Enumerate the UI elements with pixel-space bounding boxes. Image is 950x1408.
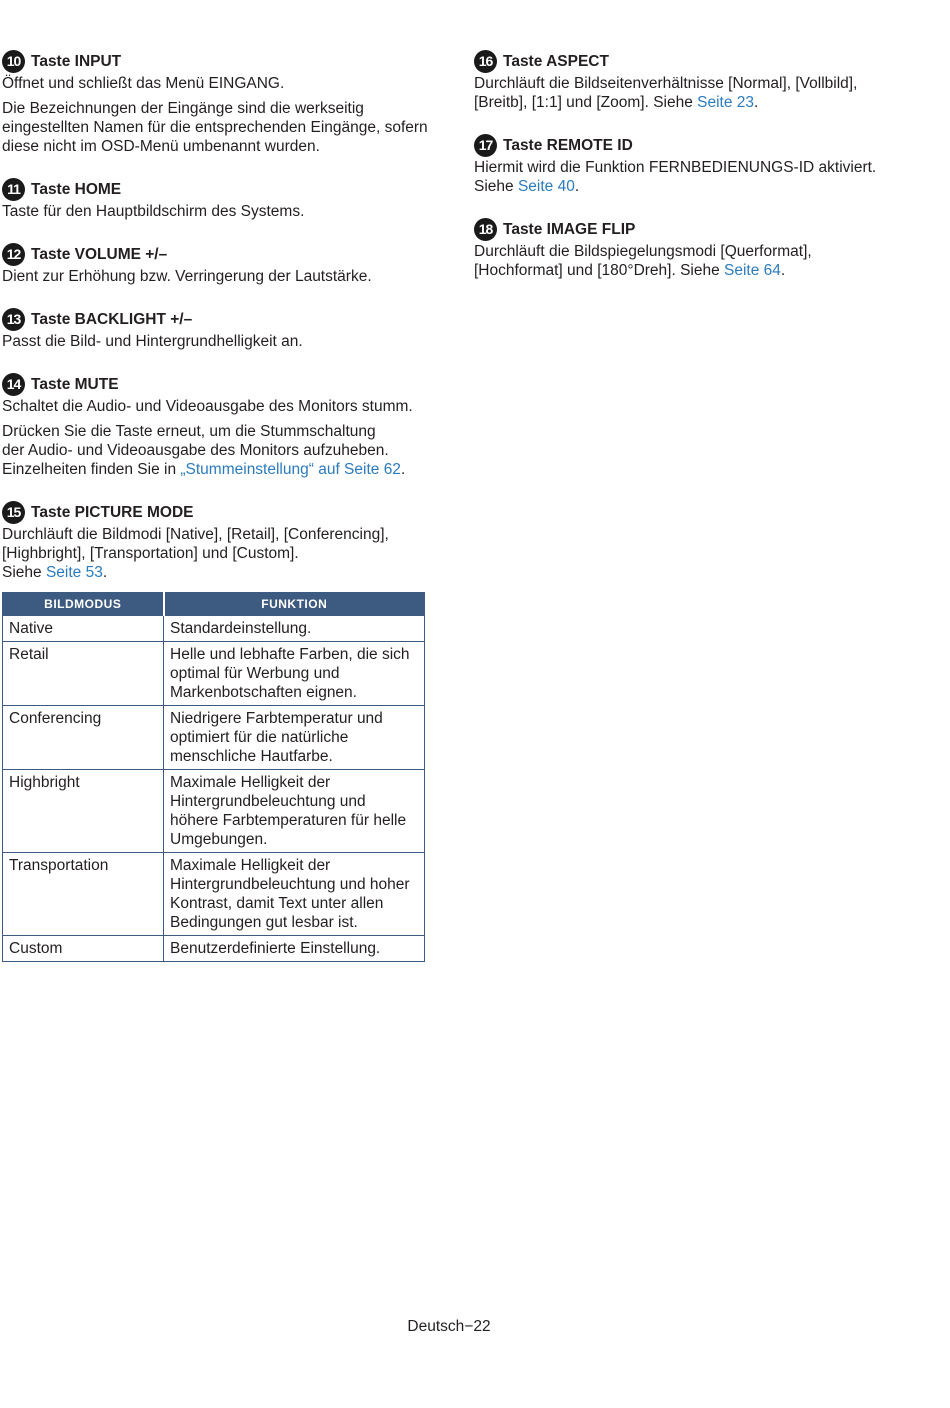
section-title: Taste HOME (31, 180, 122, 198)
text-line: Siehe (2, 564, 46, 581)
table-header-row (3, 593, 425, 616)
table-row (3, 853, 425, 936)
function-cell: Standardeinstellung. (164, 616, 425, 642)
text-line: [Highbright], [Transportation] und [Custom]. (2, 545, 299, 562)
section-title: Taste PICTURE MODE (31, 503, 194, 521)
section-input (2, 49, 442, 156)
text-line: Siehe (474, 178, 518, 195)
text-suffix: . (780, 262, 786, 279)
section-title: Taste BACKLIGHT +/– (31, 310, 193, 328)
number-badge-icon: 18 (474, 218, 497, 241)
text-line: Drücken Sie die Taste erneut, um die Stummschaltung (2, 423, 376, 440)
text-line: [Breitb], [1:1] und [Zoom]. Siehe (474, 94, 698, 111)
section-volume (2, 242, 442, 286)
number-badge-icon: 17 (474, 134, 497, 157)
section-heading (474, 49, 914, 73)
mode-cell: Conferencing (3, 706, 164, 770)
right-column (474, 49, 914, 301)
section-title: Taste MUTE (31, 375, 119, 393)
table-row (3, 706, 425, 770)
section-title: Taste INPUT (31, 52, 122, 70)
number-badge-icon: 12 (2, 243, 25, 266)
picture-mode-table (2, 592, 425, 962)
number-badge-icon: 13 (2, 308, 25, 331)
section-paragraph (474, 158, 914, 196)
section-title: Taste IMAGE FLIP (503, 220, 636, 238)
text-line: Durchläuft die Bildmodi [Native], [Retail], [Conferencing], (2, 526, 389, 543)
number-badge-icon: 14 (2, 373, 25, 396)
function-cell: Maximale Helligkeit der Hintergrundbeleuchtung und höhere Farbtemperaturen für helle Umgebungen. (164, 770, 425, 853)
section-paragraph (2, 422, 442, 479)
section-home (2, 177, 442, 221)
section-heading (2, 242, 442, 266)
column-header-mode: BILDMODUS (3, 593, 164, 616)
number-badge-icon: 10 (2, 50, 25, 73)
number-badge-icon: 11 (2, 178, 25, 201)
section-heading (474, 133, 914, 157)
section-paragraph (474, 242, 914, 280)
mode-cell: Native (3, 616, 164, 642)
section-aspect (474, 49, 914, 112)
section-paragraph (474, 74, 914, 112)
table-row (3, 642, 425, 706)
function-cell: Maximale Helligkeit der Hintergrundbeleuchtung und hoher Kontrast, damit Text unter allen Bedingungen gut lesbar ist. (164, 853, 425, 936)
page-40-link[interactable]: Seite 40 (517, 178, 575, 195)
section-paragraph: Passt die Bild- und Hintergrundhelligkeit an. (2, 333, 303, 350)
table-row (3, 936, 425, 962)
section-paragraph: Dient zur Erhöhung bzw. Verringerung der Lautstärke. (2, 268, 372, 285)
section-paragraph: Schaltet die Audio- und Videoausgabe des Monitors stumm. (2, 398, 413, 415)
table-row (3, 770, 425, 853)
text-suffix: . (102, 564, 108, 581)
section-heading (2, 307, 442, 331)
mode-cell: Highbright (3, 770, 164, 853)
section-heading (2, 177, 442, 201)
text-line: Einzelheiten finden Sie in (2, 461, 181, 478)
section-heading (2, 372, 442, 396)
section-title: Taste REMOTE ID (503, 136, 633, 154)
text-line: Hiermit wird die Funktion FERNBEDIENUNGS-ID aktiviert. (474, 159, 877, 176)
text-line: Durchläuft die Bildspiegelungsmodi [Querformat], (474, 243, 812, 260)
section-heading (2, 500, 442, 524)
text-line: [Hochformat] und [180°Dreh]. Siehe (474, 262, 725, 279)
mode-cell: Retail (3, 642, 164, 706)
section-remote-id (474, 133, 914, 196)
section-paragraph: Die Bezeichnungen der Eingänge sind die werkseitig eingestellten Namen für die entsprechenden Eingänge, sofern diese nicht im OSD-Menü umbenannt wurden. (2, 100, 428, 155)
section-image-flip (474, 217, 914, 280)
section-mute (2, 372, 442, 479)
function-cell: Helle und lebhafte Farben, die sich optimal für Werbung und Markenbotschaften eignen. (164, 642, 425, 706)
page-64-link[interactable]: Seite 64 (724, 262, 781, 279)
section-heading (474, 217, 914, 241)
mode-cell: Custom (3, 936, 164, 962)
page-23-link[interactable]: Seite 23 (697, 94, 755, 111)
left-column (2, 49, 442, 983)
function-cell: Benutzerdefinierte Einstellung. (164, 936, 425, 962)
text-suffix: . (400, 461, 406, 478)
section-picture-mode (2, 500, 442, 962)
mute-settings-link[interactable]: „Stummeinstellung“ auf Seite 62 (180, 461, 401, 478)
page-footer: Deutsch−22 (407, 1318, 491, 1335)
section-title: Taste ASPECT (503, 52, 609, 70)
column-header-function: FUNKTION (164, 593, 425, 616)
text-suffix: . (574, 178, 580, 195)
text-line: der Audio- und Videoausgabe des Monitors aufzuheben. (2, 442, 389, 459)
table-row (3, 616, 425, 642)
section-paragraph (2, 525, 442, 582)
mode-cell: Transportation (3, 853, 164, 936)
function-cell: Niedrigere Farbtemperatur und optimiert für die natürliche menschliche Hautfarbe. (164, 706, 425, 770)
section-paragraph: Öffnet und schließt das Menü EINGANG. (2, 75, 285, 92)
number-badge-icon: 15 (2, 501, 25, 524)
number-badge-icon: 16 (474, 50, 497, 73)
text-suffix: . (754, 94, 759, 111)
section-paragraph: Taste für den Hauptbildschirm des Systems. (2, 203, 305, 220)
section-heading (2, 49, 442, 73)
section-backlight (2, 307, 442, 351)
text-line: Durchläuft die Bildseitenverhältnisse [Normal], [Vollbild], (474, 75, 858, 92)
section-title: Taste VOLUME +/– (31, 245, 168, 263)
page-53-link[interactable]: Seite 53 (45, 564, 103, 581)
